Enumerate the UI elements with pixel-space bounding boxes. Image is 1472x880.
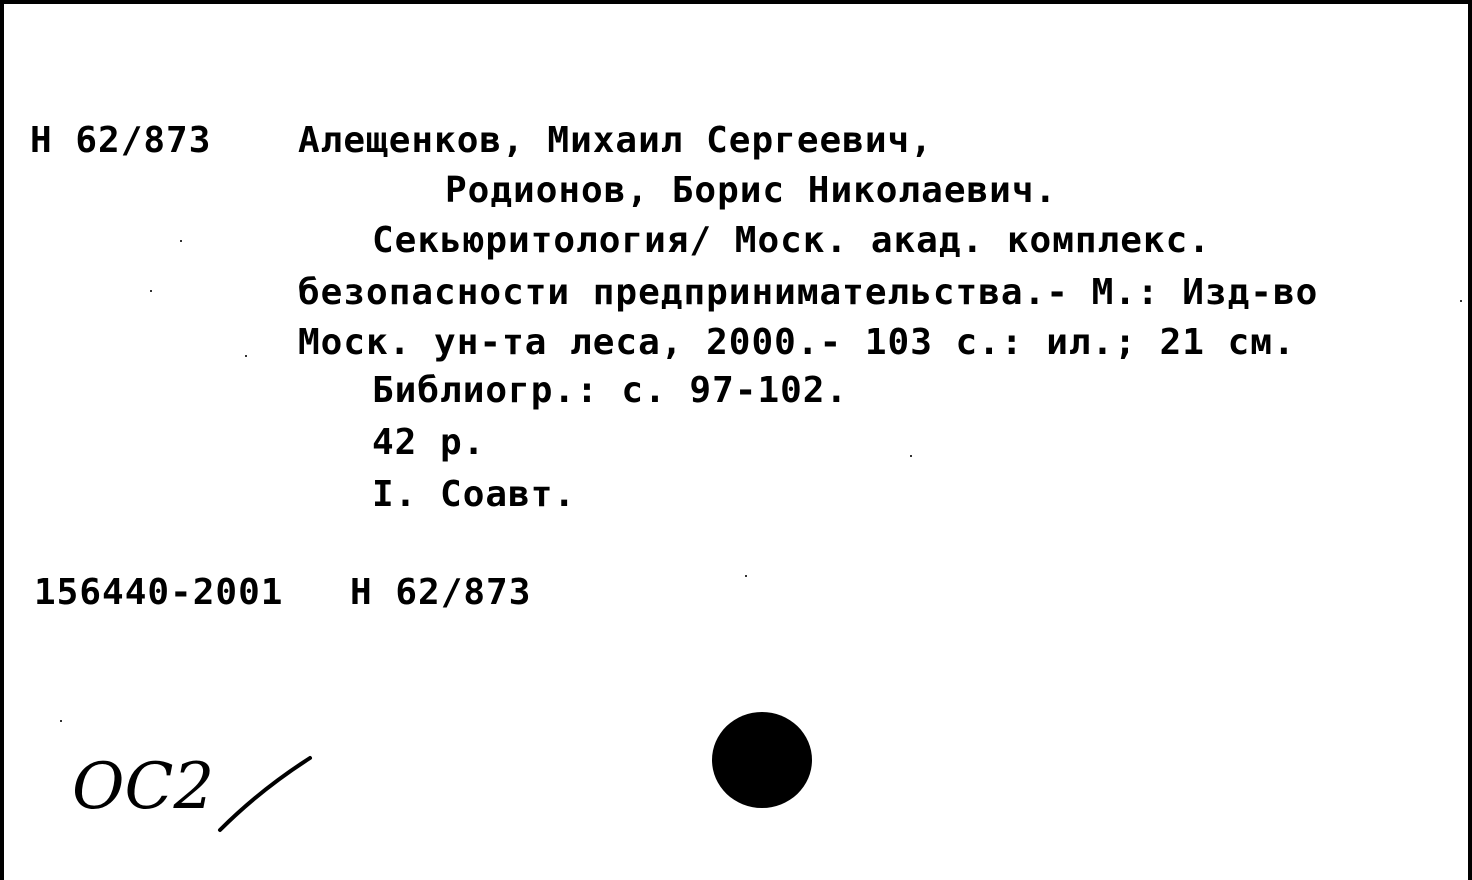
card-border-left: [0, 0, 4, 880]
scan-speck: [1460, 300, 1462, 302]
publisher-line-2: Моск. ун-та леса, 2000.- 103 с.: ил.; 21 см.: [298, 322, 1296, 363]
author-line-1: Алещенков, Михаил Сергеевич,: [298, 120, 933, 161]
scan-speck: [60, 720, 62, 722]
title-line: Секьюритология/ Моск. акад. комплекс.: [372, 220, 1211, 261]
scan-speck: [910, 455, 912, 457]
bibliography-note: Библиогр.: с. 97-102.: [372, 370, 849, 411]
handwritten-stroke-icon: [200, 750, 320, 840]
scan-speck: [745, 575, 747, 577]
shelf-mark: Н 62/873: [350, 572, 532, 613]
publisher-line-1: безопасности предпринимательства.- М.: Изд-во: [298, 272, 1319, 313]
call-number: Н 62/873: [30, 120, 212, 161]
punch-hole: [712, 712, 812, 808]
card-border-top: [0, 0, 1472, 4]
handwritten-note: ОС2: [72, 750, 215, 824]
scan-speck: [180, 240, 182, 242]
card-border-right: [1468, 0, 1472, 880]
coauthor-note: I. Соавт.: [372, 474, 577, 515]
price: 42 р.: [372, 422, 486, 463]
scan-speck: [245, 355, 247, 357]
inventory-number: 156440-2001: [34, 572, 284, 613]
scan-speck: [150, 290, 152, 292]
author-line-2: Родионов, Борис Николаевич.: [445, 170, 1058, 211]
